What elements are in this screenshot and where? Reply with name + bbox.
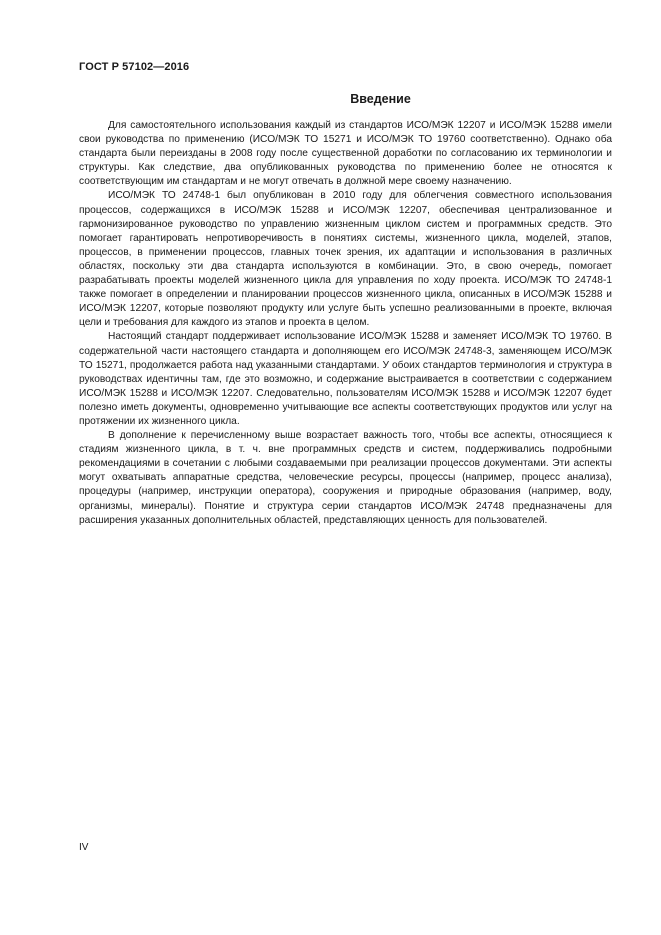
document-code: ГОСТ Р 57102—2016 [79, 61, 190, 73]
paragraph-3: Настоящий стандарт поддерживает использование ИСО/МЭК 15288 и заменяет ИСО/МЭК ТО 19760. В содержательной части настоящего стандарта и дополняющем его ИСО/МЭК 24748-3, заменяющем ИСО/МЭК ТО 15271, продолжается работа над указанными стандартами. У обоих стандартов терминология и структура в руководствах идентичны там, где это возможно, и содержание выстраивается в соответствии с содержанием ИСО/МЭК 15288 и ИСО/МЭК 12207. Следовательно, пользователям ИСО/МЭК 15288 и ИСО/МЭК 12207 будет полезно иметь документы, одновременно учитывающие все аспекты соответствующих продуктов или услуг на протяжении их жизненного цикла. [79, 331, 612, 427]
section-title: Введение [350, 92, 411, 106]
page-number: IV [79, 842, 89, 853]
paragraph-1: Для самостоятельного использования каждый из стандартов ИСО/МЭК 12207 и ИСО/МЭК 15288 имели свои руководства по применению (ИСО/МЭК ТО 15271 и ИСО/МЭК ТО 19760 соответственно). Однако оба стандарта были переизданы в 2008 году после существенной доработки по согласованию их терминологии и структуры. Как следствие, два опубликованных руководства по применению более не относятся к соответствующим им стандартам и не могут отвечать в должной мере своему назначению. [79, 120, 612, 188]
paragraph-4: В дополнение к перечисленному выше возрастает важность того, чтобы все аспекты, относящиеся к стадиям жизненного цикла, в т. ч. вне программных средств и систем, поддерживались подробными рекомендациями в сочетании с любыми создаваемыми при реализации процессов документами. Эти аспекты могут охватывать аппаратные средства, человеческие ресурсы, процессы (например, процесс анализа), процедуры (например, инструкции оператора), сооружения и природные образования (например, воду, организмы, минералы). Понятие и структура серии стандартов ИСО/МЭК 24748 предназначены для расширения указанных дополнительных областей, представляющих ценность для пользователей. [79, 430, 612, 526]
paragraph-2: ИСО/МЭК ТО 24748-1 был опубликован в 2010 году для облегчения совместного использования процессов, содержащихся в ИСО/МЭК 15288 и ИСО/МЭК 12207, обеспечивая централизованное и гармонизированное руководство по управлению жизненным циклом систем и программных средств. Это помогает гарантировать непротиворечивость в понятиях системы, жизненного цикла, моделей, этапов, процессов, в применении процессов, главных точек зрения, их адаптации и использования в различных областях, поскольку эти два стандарта используются в комбинации. Это, в свою очередь, помогает разрабатывать проекты моделей жизненного цикла для управления по ходу проекта. ИСО/МЭК ТО 24748-1 также помогает в определении и планировании процессов жизненного цикла, описанных в ИСО/МЭК 15288 и ИСО/МЭК 12207, которые позволяют продукту или услуге быть успешно реализованными в проекте, включая цели и требования для каждого из этапов и проекта в целом. [79, 190, 612, 329]
body-text [79, 119, 612, 528]
